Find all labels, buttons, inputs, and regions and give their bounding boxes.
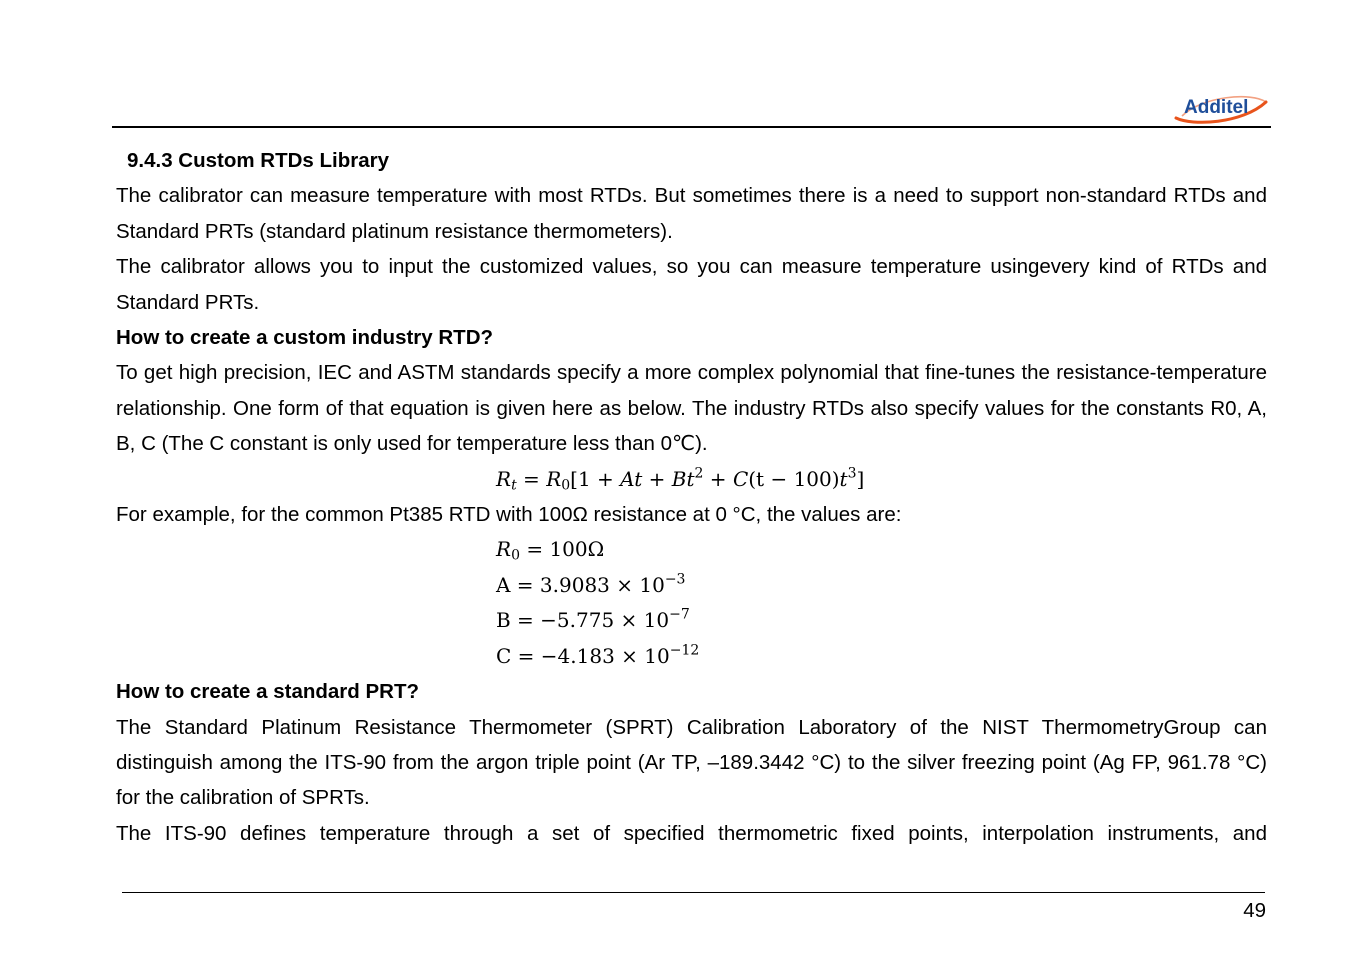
industry-rtd-body: To get high precision, IEC and ASTM standards specify a more complex polynomial that fine-tunes the resistance-temperature relationship. One form of that equation is given here as below. The industry RTDs also specify values for the constants R0, A, B, C (The C constant is only used for temperature less than 0℃). [116,361,1267,456]
additel-logo [1172,88,1270,126]
footer-rule [122,892,1265,893]
section-title: 9.4.3 Custom RTDs Library [127,149,390,172]
logo-text: Additel [1184,97,1249,118]
page-number: 49 [1243,899,1266,922]
standard-prt-body-1: The Standard Platinum Resistance Thermometer (SPRT) Calibration Laboratory of the NIST ThermometryGroup can distinguish among the ITS-90 from the argon triple point (Ar TP, –189.3442 °C) to the silver freezing point (Ag FP, 961.78 °C) for the calibration of SPRTs. [116,715,1267,810]
constant-b: $B = -5.775 \times 10^{-7}$ [496,606,690,633]
constant-a: $A = 3.9083 \times 10^{-3}$ [496,571,686,597]
standard-prt-body-2: The ITS-90 defines temperature through a set of specified thermometric fixed points, interpolation instruments, and [116,821,1267,845]
constant-c: $C = -4.183 \times 10^{-12}$ [496,642,700,668]
callendar-van-dusen-equation: $R_t = R_0[1 + At + Bt^2 + C(t - 100)t^3]$ [496,465,865,494]
industry-rtd-heading: How to create a custom industry RTD? [116,326,494,350]
intro-paragraph-2: The calibrator allows you to input the customized values, so you can measure temperature usingevery kind of RTDs and Standard PRTs. [116,255,1267,314]
intro-paragraph-1: The calibrator can measure temperature with most RTDs. But sometimes there is a need to support non-standard RTDs and Standard PRTs (standard platinum resistance thermometers). [116,184,1267,243]
additel-logo-graphic [1172,88,1270,126]
example-intro: For example, for the common Pt385 RTD with 100Ω resistance at 0 °C, the values are: [116,503,902,527]
standard-prt-heading: How to create a standard PRT? [116,680,420,704]
page-content [116,143,1267,851]
constant-r0: $R_0 = 100\Omega$ [496,537,605,564]
header-rule [112,126,1271,128]
